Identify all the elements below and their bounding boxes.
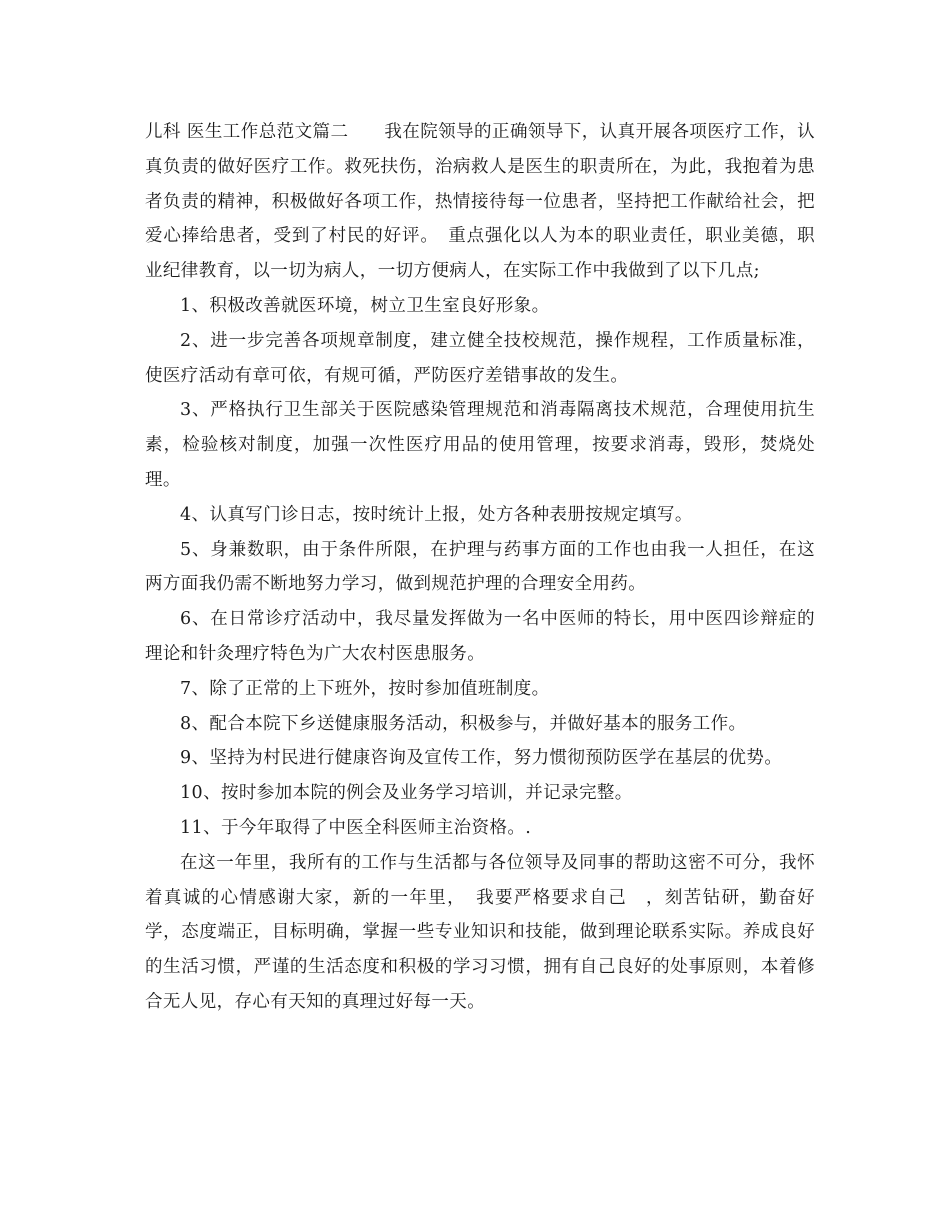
list-item: 10、按时参加本院的例会及业务学习培训，并记录完整。 [180,783,633,804]
intro-paragraph: 儿科 医生工作总范文篇二 我在院领导的正确领导下，认真开展各项医疗工作，认真负责的做好医疗工作。救死扶伤，治病救人是医生的职责所在，为此，我抱着为患者负责的精神，积极做好各项工作，热情接待每一位患者，坚持把工作献给社会，把爱心捧给患者，受到了村民的好评。 重点强化以人为本的职业责任，职业美德，职业纪律教育，以一切为病人，一切方便病人，在实际工作中我做到了以下几点; [145,122,815,282]
list-item: 9、坚持为村民进行健康咨询及宣传工作，努力惯彻预防医学在基层的优势。 [180,748,783,769]
closing-paragraph: 在这一年里，我所有的工作与生活都与各位领导及同事的帮助这密不可分，我怀着真诚的心情感谢大家，新的一年里， 我要严格要求自己 ，刻苦钻研，勤奋好学，态度端正，目标明确，掌握一些专业知识和技能，做到理论联系实际。养成良好的生活习惯，严谨的生活态度和积极的学习习惯，拥有自己良好的处事原则，本着修合无人见，存心有天知的真理过好每一天。 [145,852,815,1012]
list-item: 8、配合本院下乡送健康服务活动，积极参与，并做好基本的服务工作。 [180,713,747,734]
list-item: 3、严格执行卫生部关于医院感染管理规范和消毒隔离技术规范，合理使用抗生素，检验核对制度，加强一次性医疗用品的使用管理，按要求消毒，毁形，焚烧处理。 [145,400,815,490]
list-item: 4、认真写门诊日志，按时统计上报，处方各种表册按规定填写。 [180,504,693,525]
list-item: 5、身兼数职，由于条件所限，在护理与药事方面的工作也由我一人担任，在这两方面我仍需不断地努力学习，做到规范护理的合理安全用药。 [145,539,815,595]
list-item: 6、在日常诊疗活动中，我尽量发挥做为一名中医师的特长，用中医四诊辩症的理论和针灸理疗特色为广大农村医患服务。 [145,609,815,664]
list-item: 2、进一步完善各项规章制度，建立健全技校规范，操作规程，工作质量标准，使医疗活动有章可依，有规可循，严防医疗差错事故的发生。 [145,330,815,386]
list-item: 1、积极改善就医环境，树立卫生室良好形象。 [180,295,550,316]
list-item: 7、除了正常的上下班外，按时参加值班制度。 [180,678,550,699]
list-item: 11、于今年取得了中医全科医师主治资格。. [180,817,532,838]
document-body [145,115,815,1020]
